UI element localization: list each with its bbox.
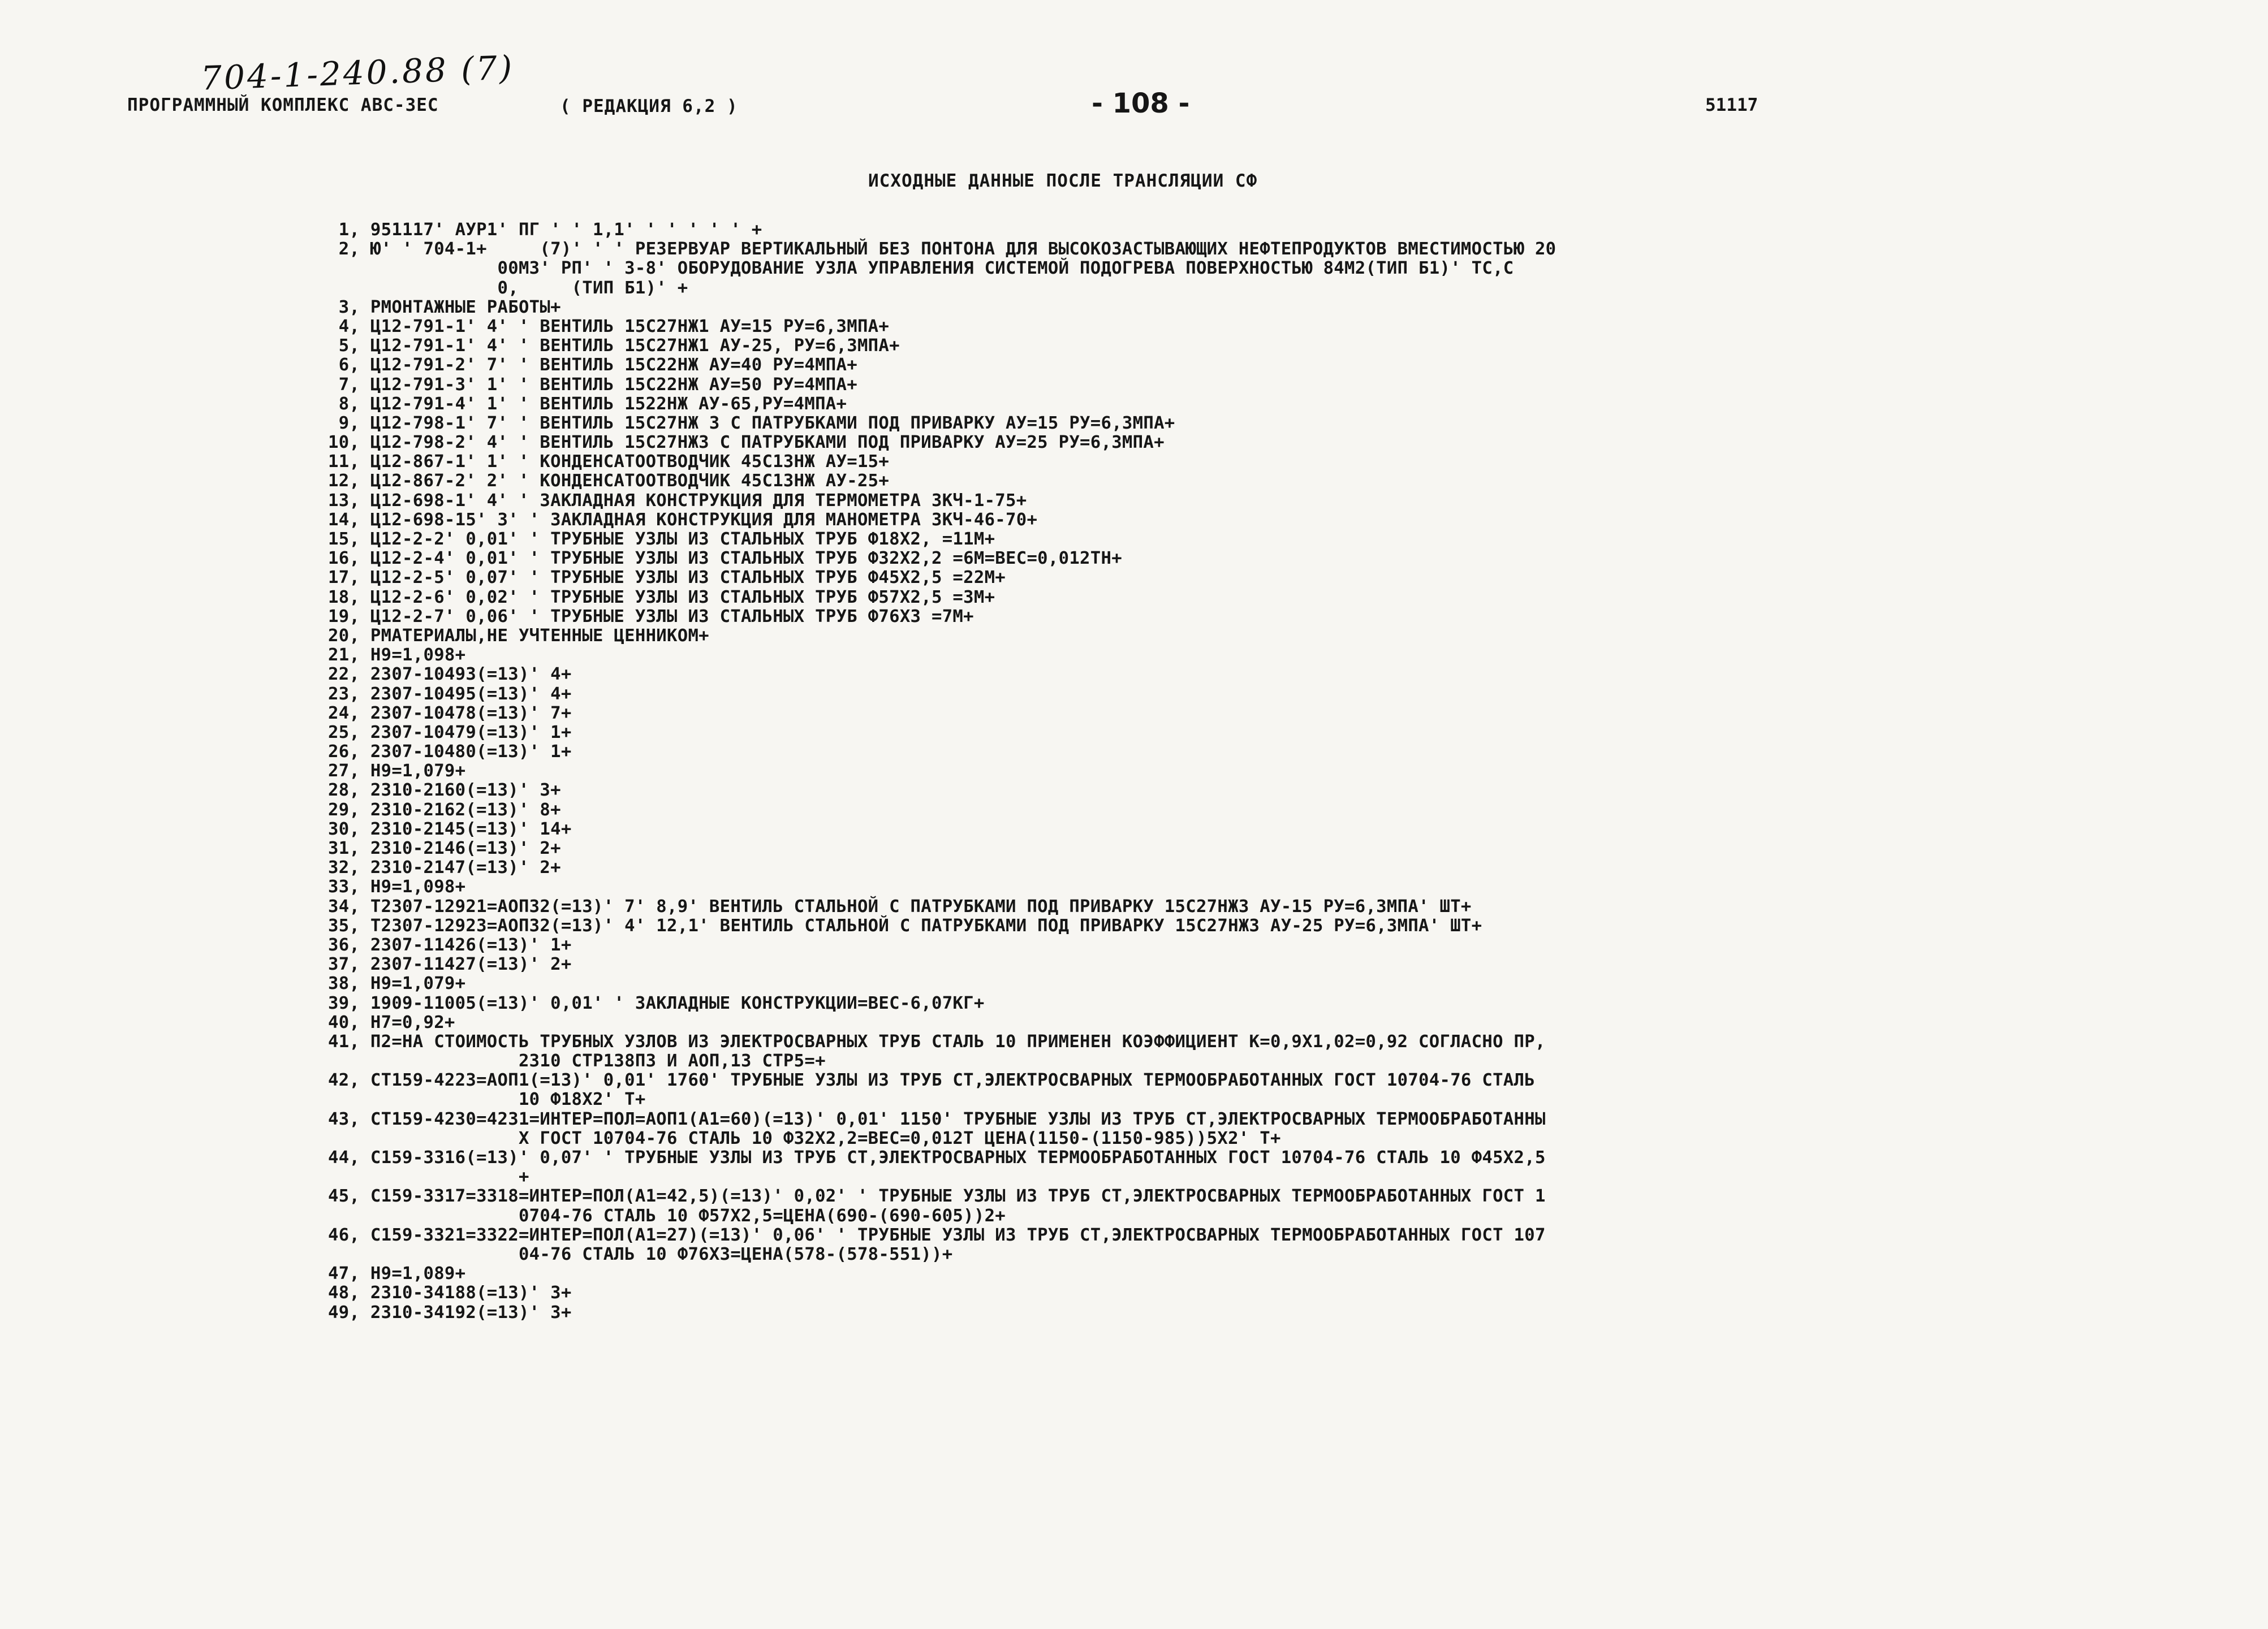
listing-line: 13, Ц12-698-1' 4' ' ЗАКЛАДНАЯ КОНСТРУКЦИЯ ДЛЯ ТЕРМОМЕТРА ЗКЧ-1-75+ <box>328 490 1027 511</box>
listing-line: 17, Ц12-2-5' 0,07' ' ТРУБНЫЕ УЗЛЫ ИЗ СТАЛЬНЫХ ТРУБ Ф45Х2,5 =22М+ <box>328 568 1006 588</box>
listing-line: 34, Т2307-12921=АОП32(=13)' 7' 8,9' ВЕНТИЛЬ СТАЛЬНОЙ С ПАТРУБКАМИ ПОД ПРИВАРКУ 15С27НЖ3 АУ-15 РУ=6,3МПА' ШТ+ <box>328 896 1472 917</box>
listing-line: 25, 2307-10479(=13)' 1+ <box>328 722 572 742</box>
listing-line: 32, 2310-2147(=13)' 2+ <box>328 858 561 878</box>
listing-line: 41, П2=НА СТОИМОСТЬ ТРУБНЫХ УЗЛОВ ИЗ ЭЛЕКТРОСВАРНЫХ ТРУБ СТАЛЬ 10 ПРИМЕНЕН КОЭФФИЦИЕНТ К=0,9Х1,02=0,92 СОГЛАСНО ПР, <box>328 1031 1546 1052</box>
listing-line: 20, РМАТЕРИАЛЫ,НЕ УЧТЕННЫЕ ЦЕННИКОМ+ <box>328 625 709 646</box>
listing-line: 04-76 СТАЛЬ 10 Ф76Х3=ЦЕНА(578-(578-551))+ <box>328 1244 953 1264</box>
handwritten-code: 704-1-240.88 (7) <box>200 48 515 98</box>
listing-line: 3, РМОНТАЖНЫЕ РАБОТЫ+ <box>328 297 561 317</box>
listing-line: 31, 2310-2146(=13)' 2+ <box>328 839 561 858</box>
listing-line: 26, 2307-10480(=13)' 1+ <box>328 742 572 762</box>
listing-line: 21, Н9=1,098+ <box>328 645 466 666</box>
listing-line: 0, (ТИП Б1)' + <box>328 278 688 298</box>
listing-line: 43, СТ159-4230=4231=ИНТЕР=ПОЛ=АОП1(А1=60)(=13)' 0,01' 1150' ТРУБНЫЕ УЗЛЫ ИЗ ТРУБ СТ,ЭЛЕКТРОСВАРНЫХ ТЕРМООБРАБОТАННЫ <box>328 1109 1546 1129</box>
listing-line: 18, Ц12-2-6' 0,02' ' ТРУБНЫЕ УЗЛЫ ИЗ СТАЛЬНЫХ ТРУБ Ф57Х2,5 =3М+ <box>328 587 995 607</box>
listing-line: 0704-76 СТАЛЬ 10 Ф57Х2,5=ЦЕНА(690-(690-605))2+ <box>328 1205 1006 1226</box>
listing-line: + <box>328 1167 529 1187</box>
listing-line: 22, 2307-10493(=13)' 4+ <box>328 664 572 685</box>
listing-line: 11, Ц12-867-1' 1' ' КОНДЕНСАТООТВОДЧИК 45С13НЖ АУ=15+ <box>328 452 890 472</box>
listing-line: Х ГОСТ 10704-76 СТАЛЬ 10 Ф32Х2,2=ВЕС=0,012Т ЦЕНА(1150-(1150-985))5Х2' Т+ <box>328 1128 1281 1148</box>
listing-line: 42, СТ159-4223=АОП1(=13)' 0,01' 1760' ТРУБНЫЕ УЗЛЫ ИЗ ТРУБ СТ,ЭЛЕКТРОСВАРНЫХ ТЕРМООБРАБОТАННЫХ ГОСТ 10704-76 СТАЛЬ <box>328 1070 1535 1091</box>
program-name: ПРОГРАММНЫЙ КОМПЛЕКС АВС-3ЕС <box>127 95 439 115</box>
listing-line: 38, Н9=1,079+ <box>328 974 466 994</box>
listing-line: 19, Ц12-2-7' 0,06' ' ТРУБНЫЕ УЗЛЫ ИЗ СТАЛЬНЫХ ТРУБ Ф76Х3 =7М+ <box>328 606 974 626</box>
listing-line: 36, 2307-11426(=13)' 1+ <box>328 935 572 955</box>
document-code: 51117 <box>1705 95 1758 115</box>
listing-line: 14, Ц12-698-15' 3' ' ЗАКЛАДНАЯ КОНСТРУКЦИЯ ДЛЯ МАНОМЕТРА ЗКЧ-46-70+ <box>328 509 1038 530</box>
listing-line: 10 Ф18Х2' Т+ <box>328 1090 646 1110</box>
listing-line: 33, Н9=1,098+ <box>328 877 466 897</box>
listing-line: 23, 2307-10495(=13)' 4+ <box>328 684 572 704</box>
listing-line: 30, 2310-2145(=13)' 14+ <box>328 819 572 839</box>
listing-line: 2310 СТР138П3 И АОП,13 СТР5=+ <box>328 1051 826 1071</box>
listing-line: 2, Ю' ' 704-1+ (7)' ' ' РЕЗЕРВУАР ВЕРТИКАЛЬНЫЙ БЕЗ ПОНТОНА ДЛЯ ВЫСОКОЗАСТЫВАЮЩИХ НЕФТЕПРОДУКТОВ ВМЕСТИМОСТЬЮ 20 <box>328 239 1556 260</box>
listing-line: 1, 951117' АУР1' ПГ ' ' 1,1' ' ' ' ' ' + <box>328 220 762 240</box>
listing-line: 27, Н9=1,079+ <box>328 761 466 781</box>
listing-line: 37, 2307-11427(=13)' 2+ <box>328 954 572 975</box>
section-title: ИСХОДНЫЕ ДАННЫЕ ПОСЛЕ ТРАНСЛЯЦИИ СФ <box>868 171 1258 191</box>
listing-line: 48, 2310-34188(=13)' 3+ <box>328 1283 572 1303</box>
listing-line: 49, 2310-34192(=13)' 3+ <box>328 1302 572 1323</box>
listing-line: 24, 2307-10478(=13)' 7+ <box>328 703 572 723</box>
listing-line: 10, Ц12-798-2' 4' ' ВЕНТИЛЬ 15С27НЖ3 С ПАТРУБКАМИ ПОД ПРИВАРКУ АУ=25 РУ=6,3МПА+ <box>328 433 1165 453</box>
listing-line: 29, 2310-2162(=13)' 8+ <box>328 800 561 820</box>
listing-line: 40, Н7=0,92+ <box>328 1012 455 1032</box>
listing-line: 00М3' РП' ' 3-8' ОБОРУДОВАНИЕ УЗЛА УПРАВЛЕНИЯ СИСТЕМОЙ ПОДОГРЕВА ПОВЕРХНОСТЬЮ 84М2(ТИП Б1)' ТС,С <box>328 258 1514 279</box>
listing-line: 44, С159-3316(=13)' 0,07' ' ТРУБНЫЕ УЗЛЫ ИЗ ТРУБ СТ,ЭЛЕКТРОСВАРНЫХ ТЕРМООБРАБОТАННЫХ ГОСТ 10704-76 СТАЛЬ 10 Ф45Х2,5 <box>328 1148 1546 1168</box>
listing-line: 47, Н9=1,089+ <box>328 1264 466 1284</box>
listing-line: 16, Ц12-2-4' 0,01' ' ТРУБНЫЕ УЗЛЫ ИЗ СТАЛЬНЫХ ТРУБ Ф32Х2,2 =6М=ВЕС=0,012ТН+ <box>328 548 1122 569</box>
data-listing <box>328 221 2025 1323</box>
listing-line: 5, Ц12-791-1' 4' ' ВЕНТИЛЬ 15С27НЖ1 АУ-25, РУ=6,3МПА+ <box>328 336 900 356</box>
listing-line: 46, С159-3321=3322=ИНТЕР=ПОЛ(А1=27)(=13)' 0,06' ' ТРУБНЫЕ УЗЛЫ ИЗ ТРУБ СТ,ЭЛЕКТРОСВАРНЫХ ТЕРМООБРАБОТАННЫХ ГОСТ 107 <box>328 1225 1546 1245</box>
listing-line: 39, 1909-11005(=13)' 0,01' ' ЗАКЛАДНЫЕ КОНСТРУКЦИИ=ВЕС-6,07КГ+ <box>328 993 985 1013</box>
listing-line: 6, Ц12-791-2' 7' ' ВЕНТИЛЬ 15С22НЖ АУ=40 РУ=4МПА+ <box>328 355 857 375</box>
listing-line: 7, Ц12-791-3' 1' ' ВЕНТИЛЬ 15С22НЖ АУ=50 РУ=4МПА+ <box>328 374 857 395</box>
listing-line: 12, Ц12-867-2' 2' ' КОНДЕНСАТООТВОДЧИК 45С13НЖ АУ-25+ <box>328 471 890 491</box>
listing-line: 9, Ц12-798-1' 7' ' ВЕНТИЛЬ 15С27НЖ 3 С ПАТРУБКАМИ ПОД ПРИВАРКУ АУ=15 РУ=6,3МПА+ <box>328 413 1175 433</box>
page-number: - 108 - <box>1092 88 1190 119</box>
listing-line: 28, 2310-2160(=13)' 3+ <box>328 780 561 801</box>
listing-line: 15, Ц12-2-2' 0,01' ' ТРУБНЫЕ УЗЛЫ ИЗ СТАЛЬНЫХ ТРУБ Ф18Х2, =11М+ <box>328 529 995 549</box>
program-edition: ( РЕДАКЦИЯ 6,2 ) <box>560 96 738 116</box>
listing-line: 4, Ц12-791-1' 4' ' ВЕНТИЛЬ 15С27НЖ1 АУ=15 РУ=6,3МПА+ <box>328 316 890 336</box>
listing-line: 35, Т2307-12923=АОП32(=13)' 4' 12,1' ВЕНТИЛЬ СТАЛЬНОЙ С ПАТРУБКАМИ ПОД ПРИВАРКУ 15С27НЖ3 АУ-25 РУ=6,3МПА' ШТ+ <box>328 915 1482 936</box>
listing-line: 45, С159-3317=3318=ИНТЕР=ПОЛ(А1=42,5)(=13)' 0,02' ' ТРУБНЫЕ УЗЛЫ ИЗ ТРУБ СТ,ЭЛЕКТРОСВАРНЫХ ТЕРМООБРАБОТАННЫХ ГОСТ 1 <box>328 1186 1546 1207</box>
listing-line: 8, Ц12-791-4' 1' ' ВЕНТИЛЬ 1522НЖ АУ-65,РУ=4МПА+ <box>328 394 847 414</box>
